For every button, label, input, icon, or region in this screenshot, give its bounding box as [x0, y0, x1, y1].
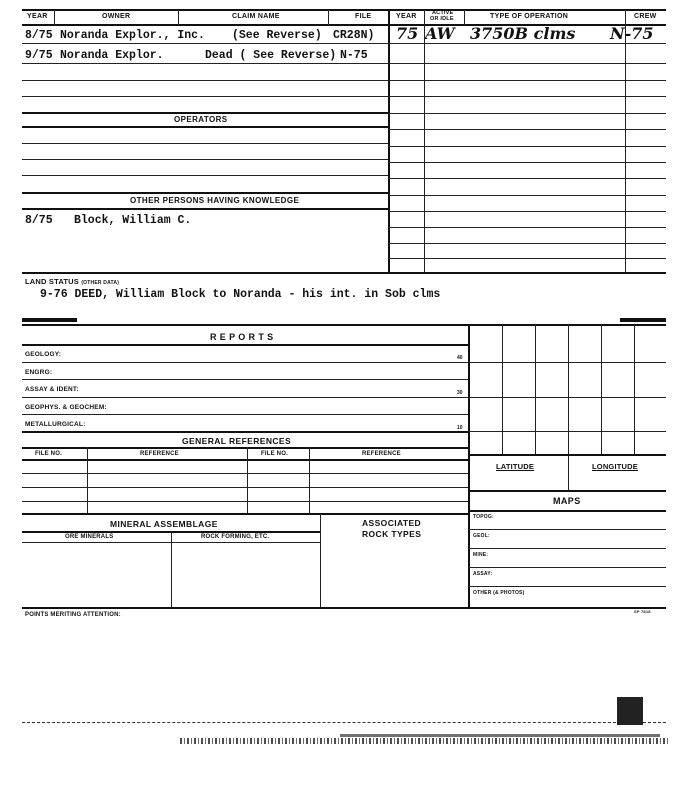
- header-crew: CREW: [634, 13, 657, 20]
- genref-file-no-2: FILE NO.: [261, 451, 288, 457]
- maps-assay: ASSAY:: [473, 571, 493, 577]
- scan-artifact-noise: [180, 738, 668, 744]
- reports-title: R E P O R T S: [210, 332, 274, 342]
- top-border: [22, 9, 666, 11]
- form-number: SP 7818: [634, 609, 651, 614]
- report-geology: GEOLOGY:: [25, 351, 62, 358]
- genref-reference-2: REFERENCE: [362, 451, 401, 457]
- owner-row-1-year: 8/75: [25, 29, 53, 42]
- ore-minerals-label: ORE MINERALS: [65, 534, 114, 540]
- report-geophys: GEOPHYS. & GEOCHEM:: [25, 404, 107, 411]
- general-references-title: GENERAL REFERENCES: [182, 436, 292, 446]
- maps-geol: GEOL:: [473, 533, 490, 539]
- genref-file-no-1: FILE NO.: [35, 451, 62, 457]
- knowledge-label: OTHER PERSONS HAVING KNOWLEDGE: [130, 196, 300, 205]
- knowledge-row-1-name: Block, William C.: [74, 214, 192, 227]
- owner-row-2-file: N-75: [340, 49, 368, 62]
- header-year-2: YEAR: [396, 13, 417, 20]
- report-assay: ASSAY & IDENT:: [25, 386, 79, 393]
- maps-other: OTHER (& PHOTOS): [473, 590, 525, 596]
- owner-row-2-claim: Dead ( See Reverse): [205, 49, 337, 62]
- land-status-label: LAND STATUS (OTHER DATA): [25, 277, 120, 286]
- operation-year: 75: [396, 24, 419, 43]
- maps-title: MAPS: [553, 496, 581, 506]
- latitude-label: LATITUDE: [496, 462, 535, 471]
- genref-reference-1: REFERENCE: [140, 451, 179, 457]
- report-metallurgical: METALLURGICAL:: [25, 421, 86, 428]
- knowledge-row-1-year: 8/75: [25, 214, 53, 227]
- rock-forming-label: ROCK FORMING, ETC.: [201, 534, 270, 540]
- owner-row-1-file: CR28N): [333, 29, 375, 42]
- owner-row-2-year: 9/75: [25, 49, 53, 62]
- report-engrg: ENGRG:: [25, 369, 53, 376]
- operation-crew: N-75: [610, 24, 654, 43]
- center-divider: [388, 9, 390, 274]
- owner-row-1-owner: Noranda Explor., Inc.: [60, 29, 205, 42]
- owner-row-2-owner: Noranda Explor.: [60, 49, 164, 62]
- scan-artifact-block: [617, 697, 643, 725]
- header-owner: OWNER: [102, 13, 131, 20]
- maps-topog: TOPOG:: [473, 514, 494, 520]
- scan-artifact-line: [22, 722, 666, 723]
- reports-top-border: [22, 324, 666, 326]
- operation-status: AW: [425, 24, 455, 43]
- header-claim-name: CLAIM NAME: [232, 13, 280, 20]
- land-status-text: 9-76 DEED, William Block to Noranda - his int. in Sob clms: [40, 288, 441, 301]
- maps-mine: MINE:: [473, 552, 489, 558]
- header-active: ACTIVE: [432, 10, 454, 16]
- associated-rock-types-line2: ROCK TYPES: [362, 529, 422, 539]
- points-meriting-attention-label: POINTS MERITING ATTENTION:: [25, 612, 121, 618]
- header-or-idle: OR IDLE: [430, 16, 454, 22]
- mineral-assemblage-title: MINERAL ASSEMBLAGE: [110, 519, 218, 529]
- header-year: YEAR: [27, 13, 48, 20]
- owner-row-1-claim: (See Reverse): [232, 29, 322, 42]
- bottom-border: [22, 607, 666, 609]
- operators-label: OPERATORS: [174, 115, 228, 124]
- header-type-of-operation: TYPE OF OPERATION: [490, 13, 569, 20]
- operation-type: 3750B clms: [470, 24, 576, 43]
- longitude-label: LONGITUDE: [592, 462, 638, 471]
- associated-rock-types-line1: ASSOCIATED: [362, 518, 422, 528]
- header-file: FILE: [355, 13, 372, 20]
